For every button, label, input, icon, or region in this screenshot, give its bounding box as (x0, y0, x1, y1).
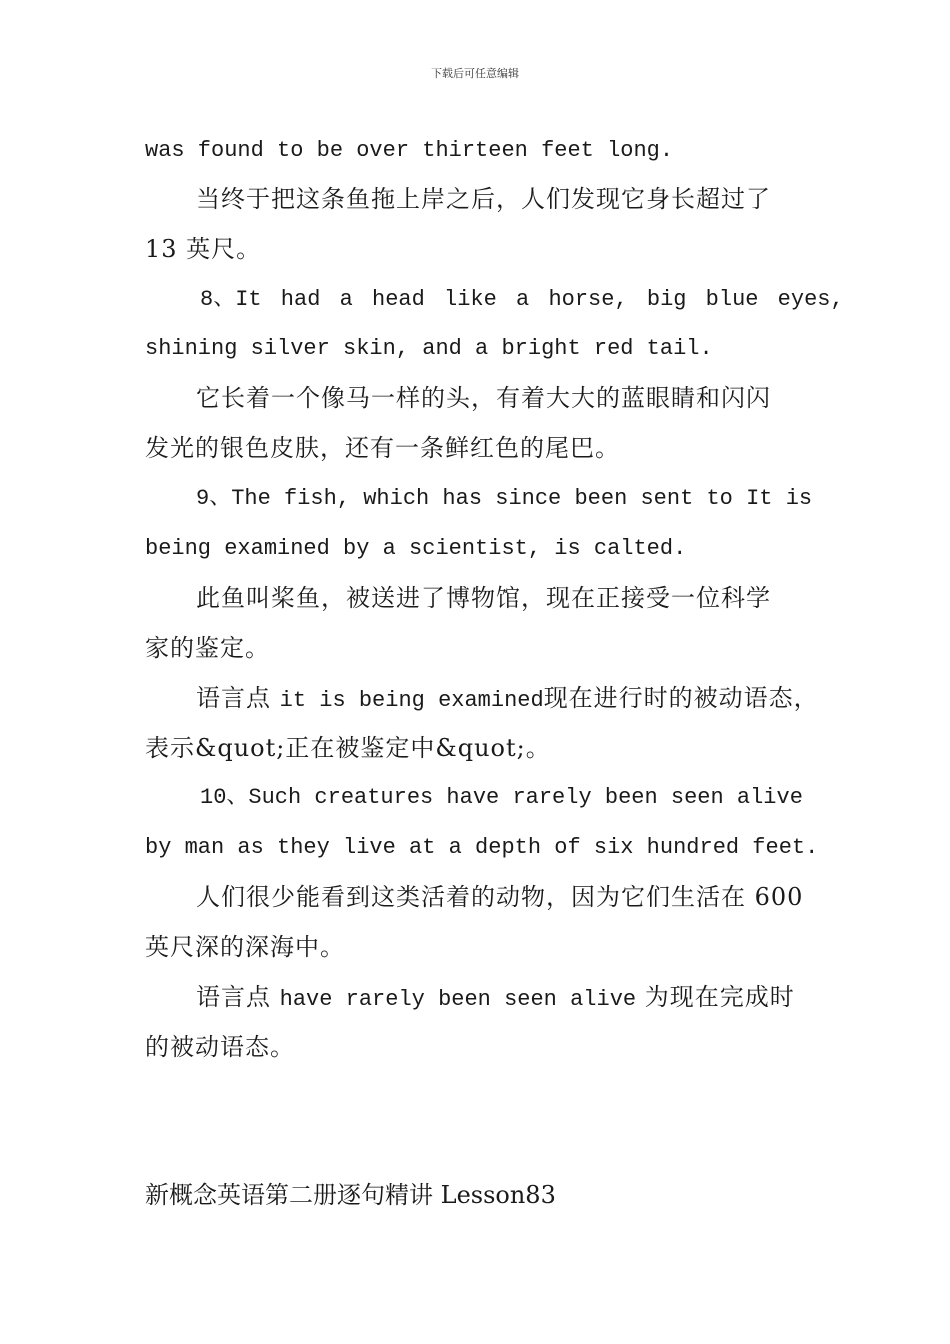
text-line-17: 英尺深的深海中。 (145, 933, 345, 961)
text-line-1: was found to be over thirteen feet long. (145, 138, 674, 163)
language-point-phrase: have rarely been seen alive (279, 987, 637, 1012)
text-line-13: 表示&quot;正在被鉴定中&quot;。 (145, 734, 551, 762)
text-line-14: 10、Such creatures have rarely been seen alive (200, 785, 803, 810)
language-point-label: 语言点 (196, 684, 280, 712)
page-header: 下载后可任意编辑 (431, 67, 519, 80)
text-line-8: 9、The fish, which has since been sent to It is (196, 486, 813, 511)
text-line-18 (196, 982, 795, 1015)
text-line-16: 人们很少能看到这类活着的动物，因为它们生活在 600 (196, 883, 804, 911)
text-line-6: 它长着一个像马一样的头，有着大大的蓝眼睛和闪闪 (196, 384, 771, 412)
text-line-3: 13 英尺。 (145, 235, 262, 263)
language-point-note: 为现在完成时 (636, 983, 795, 1011)
text-line-5: shining silver skin, and a bright red tail. (145, 336, 713, 361)
section-title: 新概念英语第二册逐句精讲 Lesson83 (145, 1181, 556, 1209)
text-line-9: being examined by a scientist, is calted. (145, 536, 687, 561)
text-line-10: 此鱼叫桨鱼，被送进了博物馆，现在正接受一位科学 (196, 584, 771, 612)
text-line-19: 的被动语态。 (145, 1033, 295, 1061)
text-line-12 (196, 683, 819, 716)
text-line-11: 家的鉴定。 (145, 634, 270, 662)
text-line-15: by man as they live at a depth of six hundred feet. (145, 835, 819, 860)
text-line-2: 当终于把这条鱼拖上岸之后，人们发现它身长超过了 (196, 185, 771, 213)
language-point-phrase: it is being examined (279, 688, 544, 713)
language-point-label: 语言点 (196, 983, 280, 1011)
text-line-7: 发光的银色皮肤，还有一条鲜红色的尾巴。 (145, 434, 620, 462)
text-line-4: 8、It had a head like a horse, big blue eyes, (200, 287, 844, 312)
language-point-note: 现在进行时的被动语态， (543, 684, 819, 712)
